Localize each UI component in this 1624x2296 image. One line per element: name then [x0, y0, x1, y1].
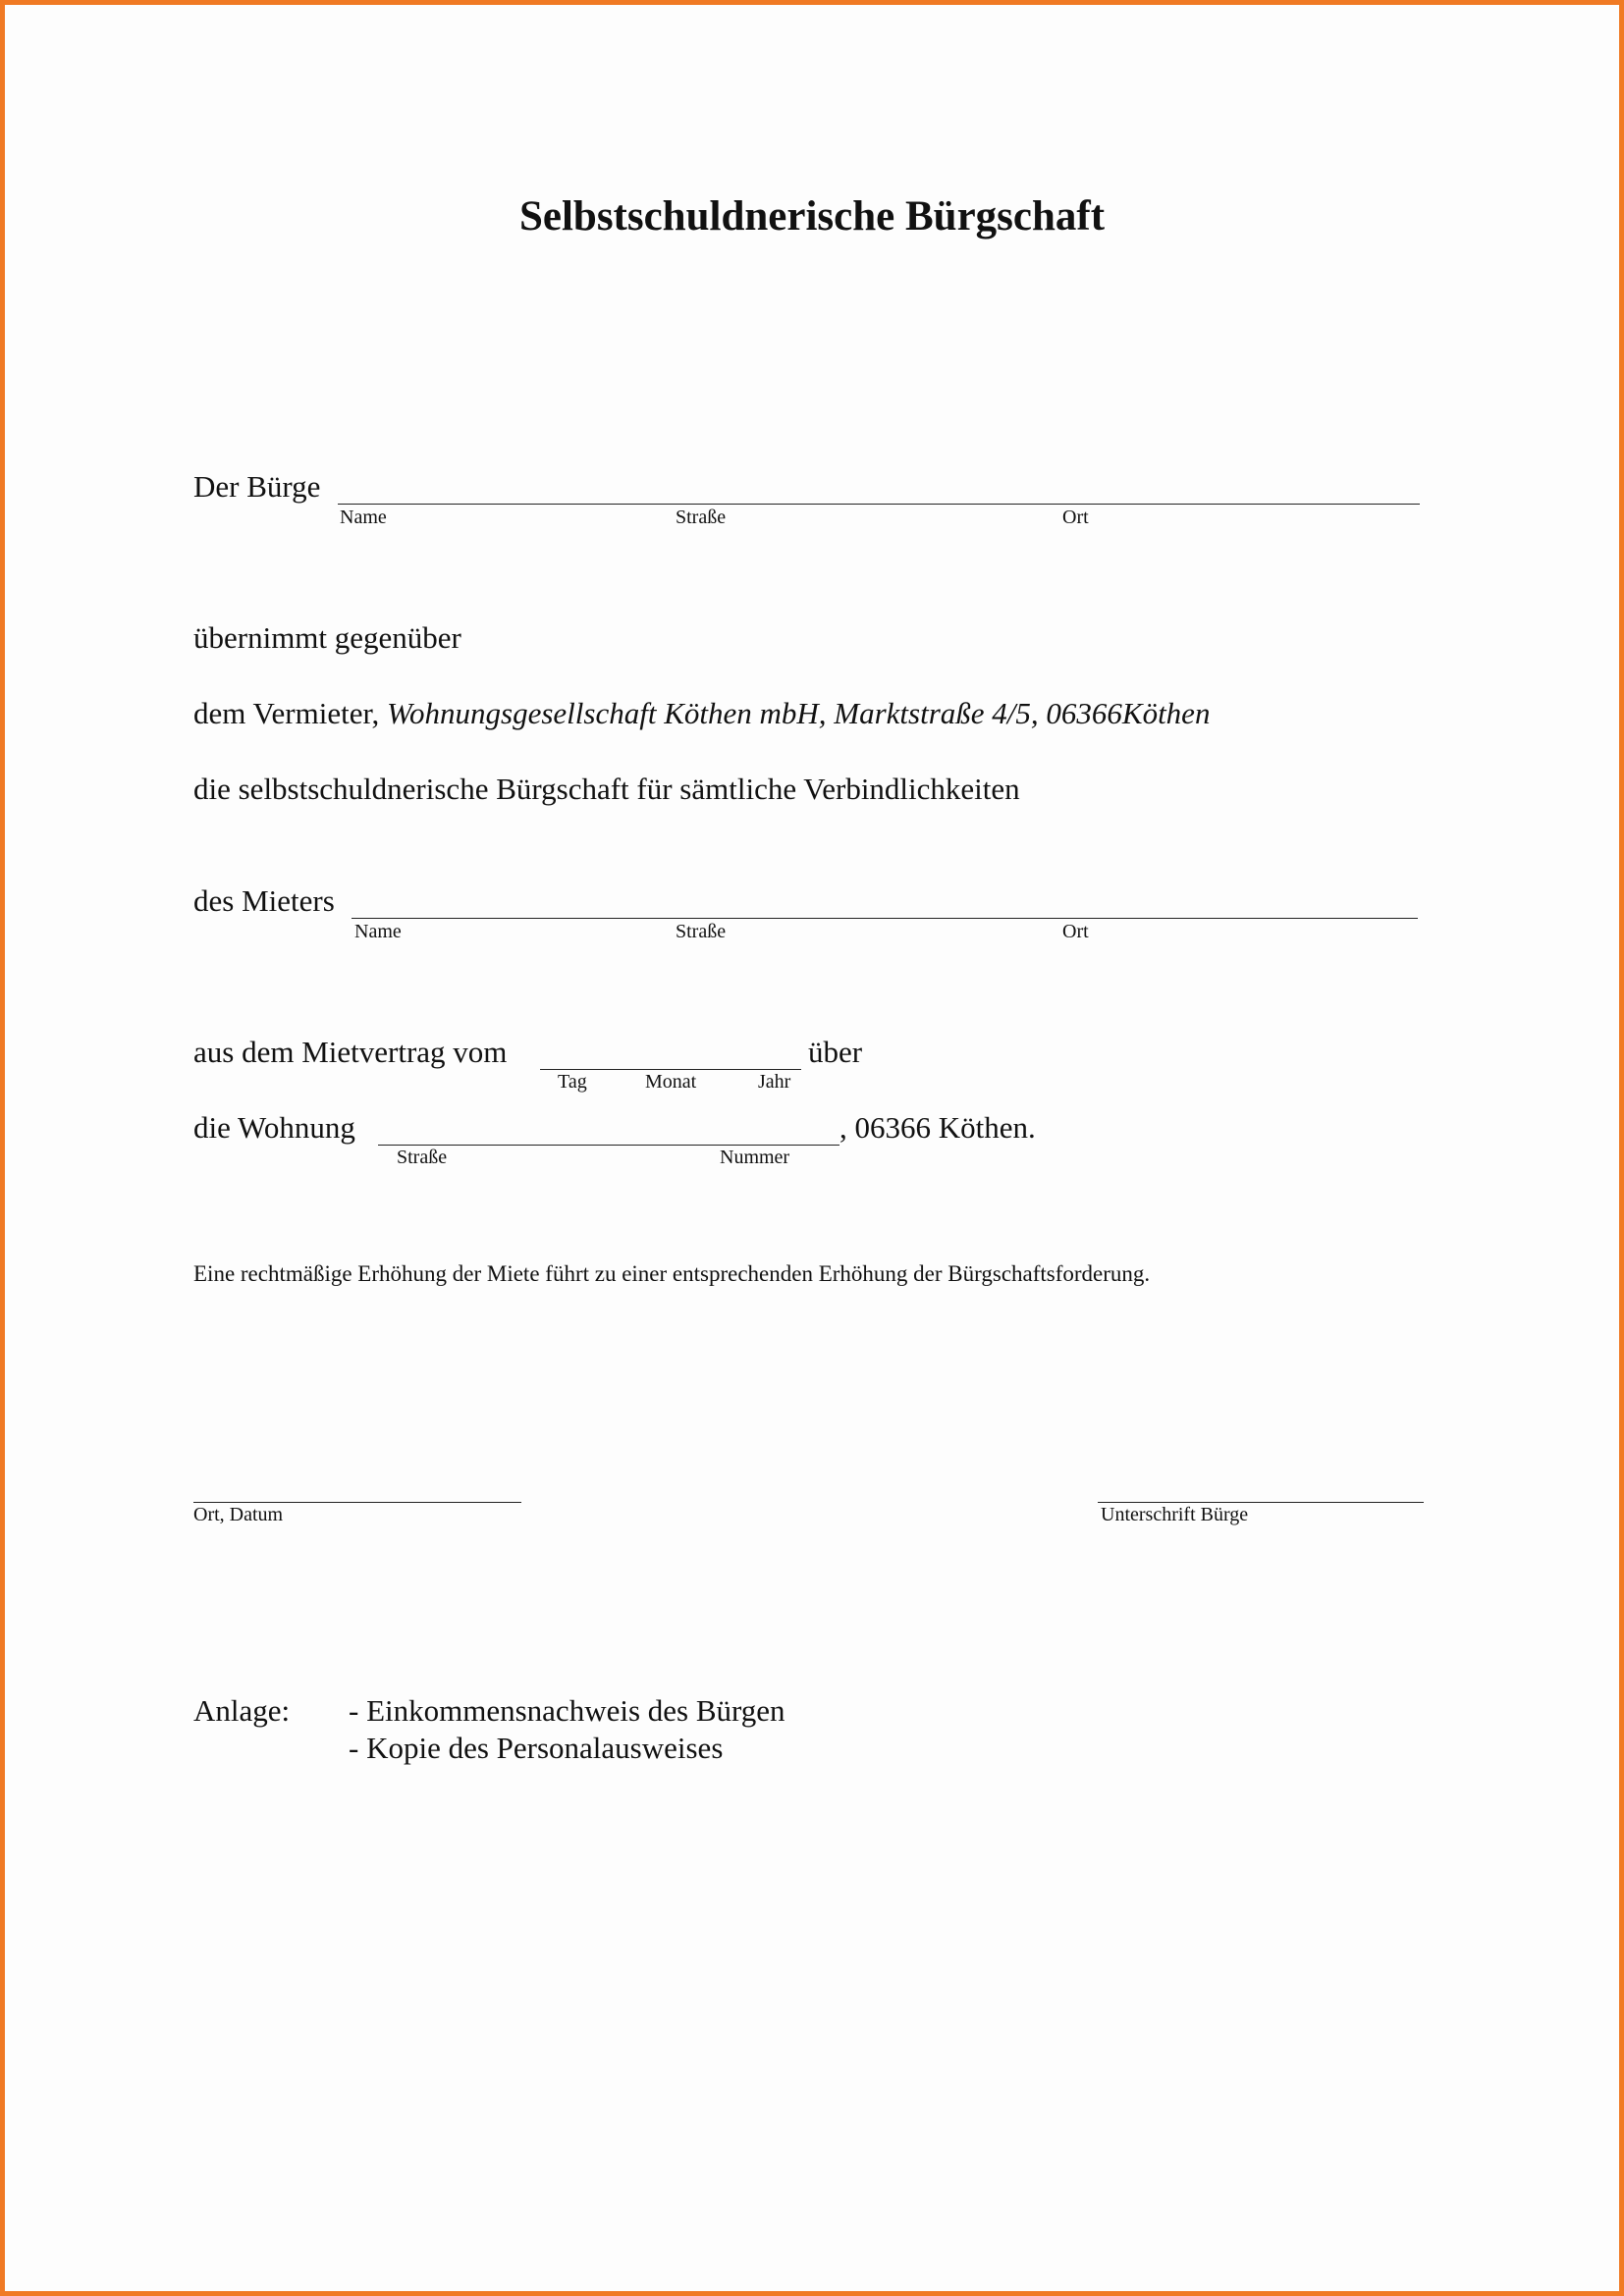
guarantor-label: Der Bürge [193, 469, 321, 504]
apartment-street-caption: Straße [397, 1147, 448, 1168]
tenant-street-caption: Straße [676, 921, 727, 942]
landlord-name: Wohnungsgesellschaft Köthen mbH, Marktstraße 4/5, 06366Köthen [387, 696, 1211, 730]
contract-day-caption: Tag [558, 1071, 587, 1093]
contract-label: aus dem Mietvertrag vom [193, 1035, 508, 1069]
document-title: Selbstschuldnerische Bürgschaft [518, 193, 1106, 240]
rent-increase-note: Eine rechtmäßige Erhöhung der Miete führt zu einer entsprechenden Erhöhung der Bürgschaftsforderung. [193, 1261, 1151, 1286]
signature-line[interactable] [1098, 1502, 1424, 1503]
signature-caption: Unterschrift Bürge [1101, 1504, 1249, 1525]
tenant-city-caption: Ort [1062, 921, 1089, 942]
tenant-field-line[interactable] [352, 918, 1418, 919]
attachment-item: - Kopie des Personalausweises [349, 1731, 724, 1765]
apartment-field-line[interactable] [378, 1145, 839, 1146]
place-date-caption: Ort, Datum [193, 1504, 284, 1525]
clause-assumes: übernimmt gegenüber [193, 620, 461, 655]
attachments-label: Anlage: [193, 1693, 291, 1728]
landlord-prefix: dem Vermieter, [193, 696, 380, 730]
landlord-line [193, 696, 1210, 731]
guarantor-name-caption: Name [340, 507, 387, 528]
contract-date-field-line[interactable] [540, 1069, 801, 1070]
contract-month-caption: Monat [645, 1071, 697, 1093]
tenant-label: des Mieters [193, 883, 335, 918]
apartment-suffix: , 06366 Köthen. [839, 1110, 1036, 1145]
guarantor-field-line[interactable] [338, 504, 1420, 505]
guarantor-city-caption: Ort [1062, 507, 1089, 528]
clause-guarantee: die selbstschuldnerische Bürgschaft für sämtliche Verbindlichkeiten [193, 772, 1020, 806]
attachment-item: - Einkommensnachweis des Bürgen [349, 1693, 785, 1728]
apartment-number-caption: Nummer [720, 1147, 790, 1168]
guarantor-street-caption: Straße [676, 507, 727, 528]
place-date-line[interactable] [193, 1502, 521, 1503]
contract-suffix: über [808, 1035, 863, 1069]
contract-year-caption: Jahr [758, 1071, 791, 1093]
apartment-label: die Wohnung [193, 1110, 355, 1145]
tenant-name-caption: Name [354, 921, 402, 942]
